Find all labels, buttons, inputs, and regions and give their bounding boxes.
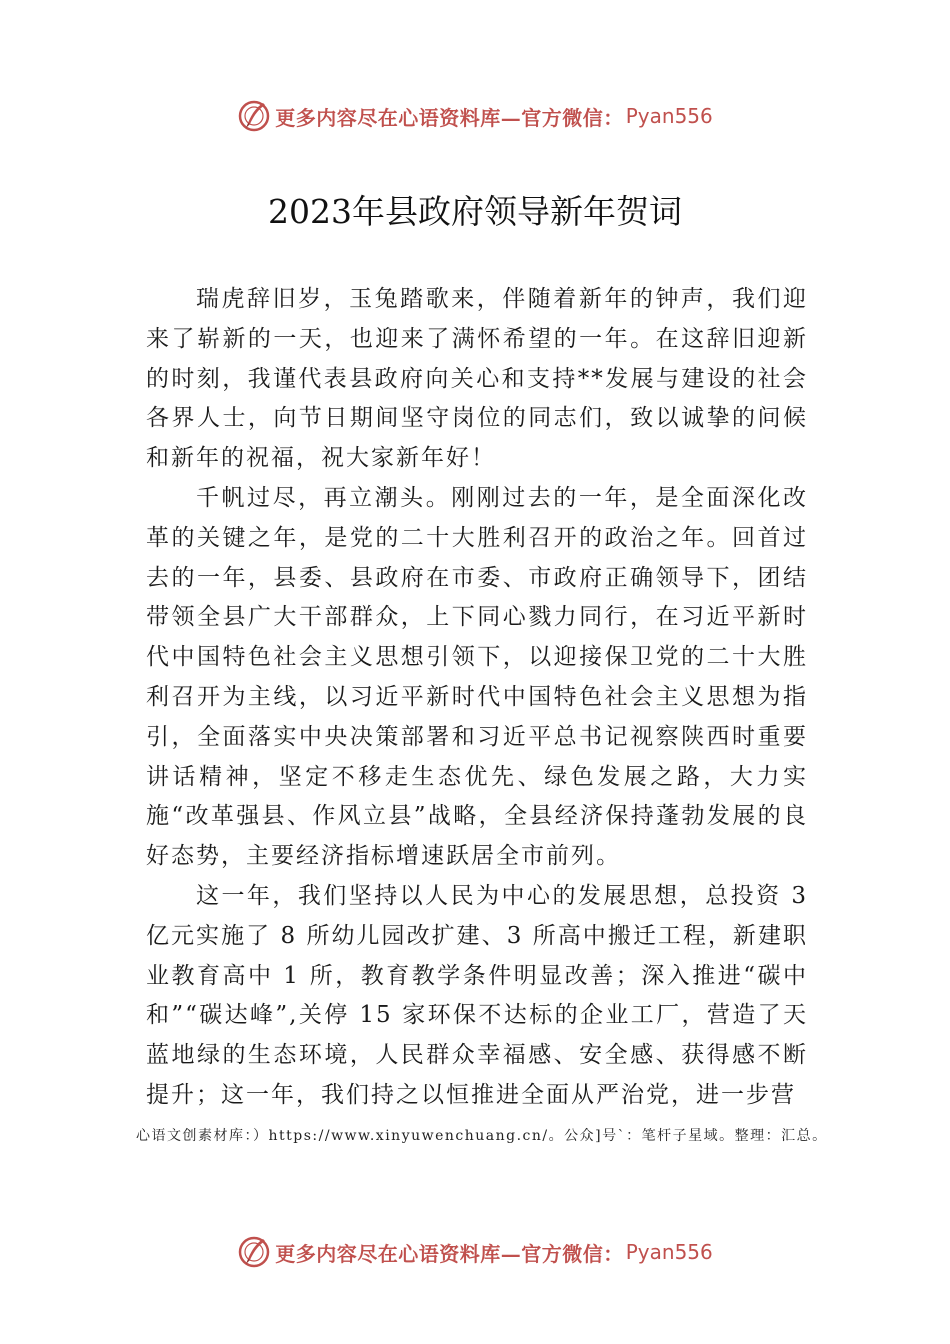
header-banner: [0, 96, 950, 136]
wechat-id: Pyan556: [625, 104, 713, 128]
banner-text: 更多内容尽在心语资料库—官方微信：: [275, 1241, 624, 1266]
paragraph: 瑞虎辞旧岁，玉兔踏歌来，伴随着新年的钟声，我们迎来了崭新的一天，也迎来了满怀希望的一年。在这辞旧迎新的时刻，我谨代表县政府向关心和支持**发展与建设的社会各界人士，向节日期间坚守岗位的同志们，致以诚挚的问候和新年的祝福，祝大家新年好！: [146, 286, 808, 472]
quill-pen-icon: [237, 1235, 271, 1269]
banner-text: 更多内容尽在心语资料库—官方微信：: [275, 105, 624, 130]
footer-banner: [0, 1232, 950, 1272]
paragraph: 千帆过尽，再立潮头。刚刚过去的一年，是全面深化改革的关键之年，是党的二十大胜利召开的政治之年。回首过去的一年，县委、县政府在市委、市政府正确领导下，团结带领全县广大干部群众，上下同心戮力同行，在习近平新时代中国特色社会主义思想引领下，以迎接保卫党的二十大胜利召开为主线，以习近平新时代中国特色社会主义思想为指引，全面落实中央决策部署和习近平总书记视察陕西时重要讲话精神，坚定不移走生态优先、绿色发展之路，大力实施“改革强县、作风立县”战略，全县经济保持蓬勃发展的良好态势，主要经济指标增速跃居全市前列。: [146, 484, 808, 870]
document-title: 2023年县政府领导新年贺词: [268, 192, 682, 231]
paragraph: 这一年，我们坚持以人民为中心的发展思想，总投资 3亿元实施了 8 所幼儿园改扩建、3 所高中搬迁工程，新建职业教育高中 1 所，教育教学条件明显改善；深入推进“碳中和”“碳达峰”,关停 15 家环保不达标的企业工厂，营造了天蓝地绿的生态环境，人民群众幸福感、安全感、获得感不断提升；这一年，我们持之以恒推进全面从严治党，进一步营: [146, 882, 808, 1108]
quill-pen-icon: [237, 99, 271, 133]
source-note: 心语文创素材库：）https://www.xinyuwenchuang.cn/。公众]号`：笔杆子星域。整理：汇总。: [136, 1128, 828, 1144]
wechat-id: Pyan556: [625, 1240, 713, 1264]
document-body: [146, 280, 808, 1120]
